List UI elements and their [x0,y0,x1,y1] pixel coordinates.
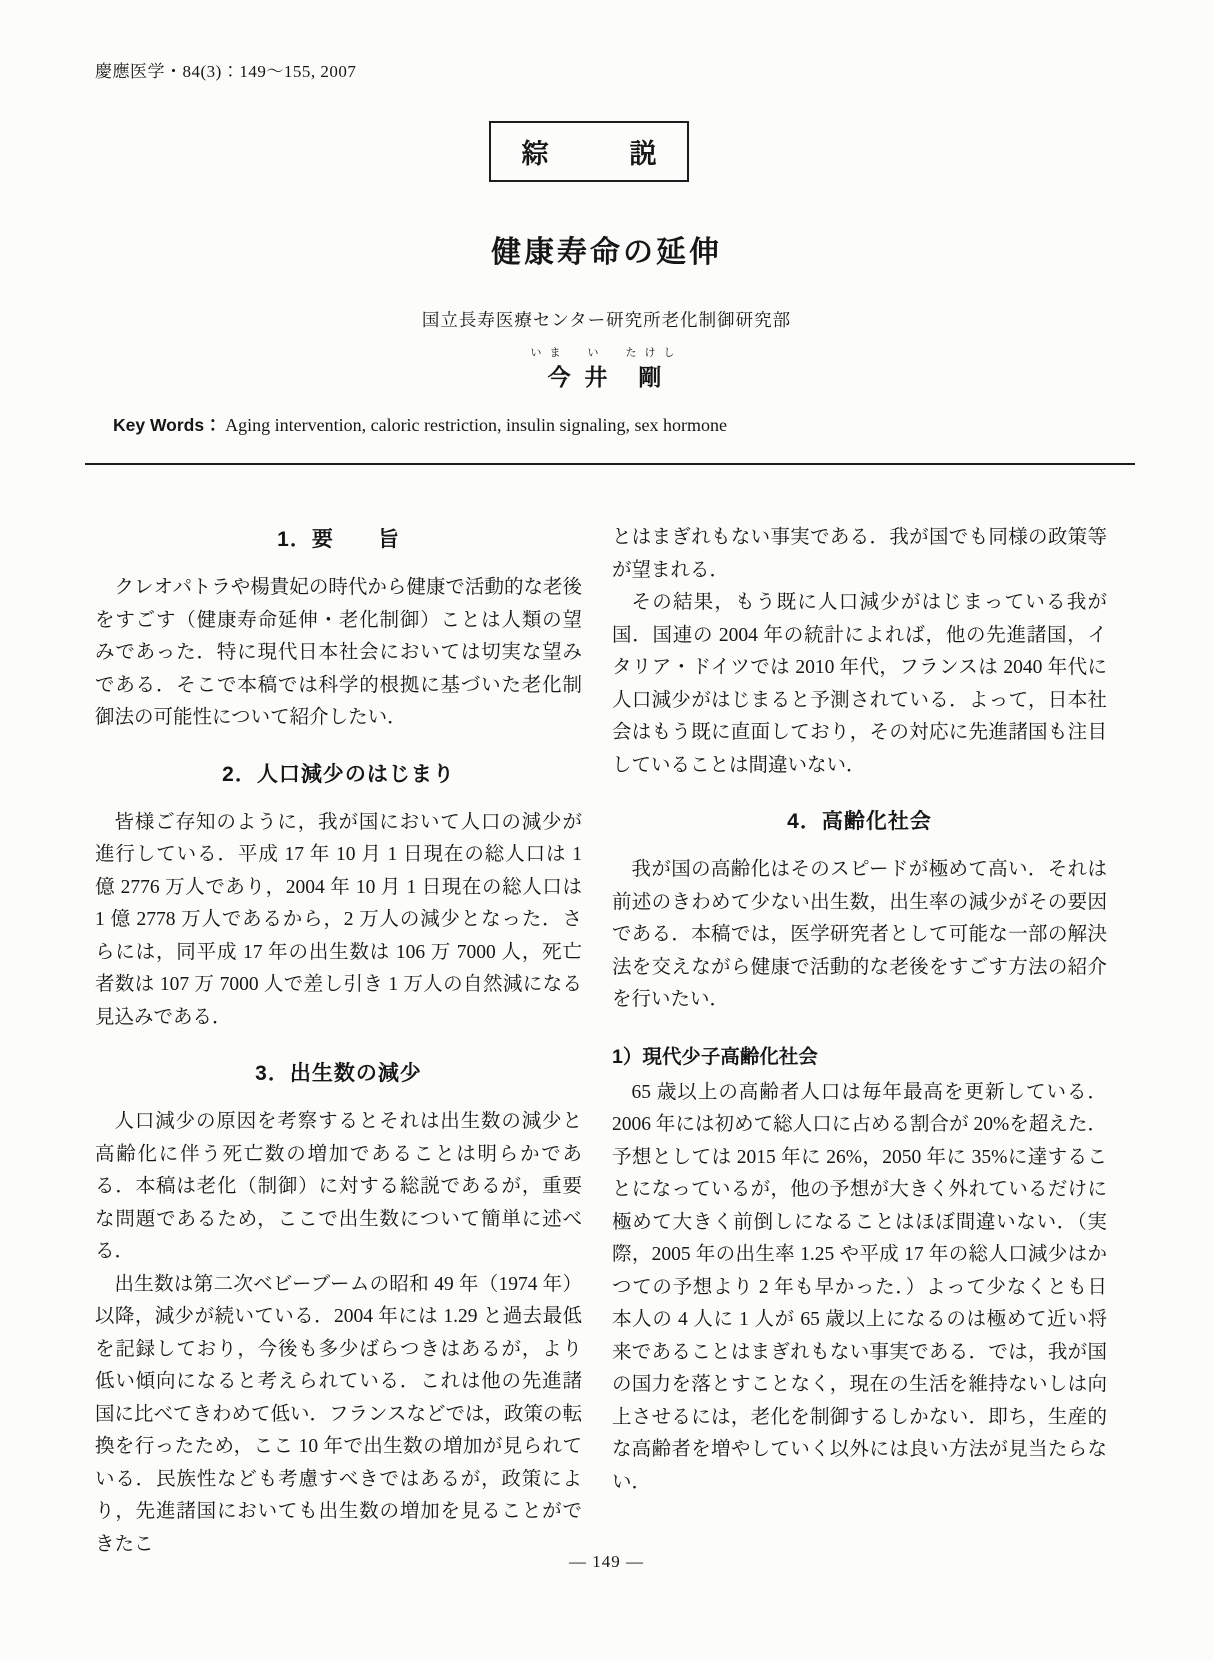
body-paragraph: 我が国の高齢化はそのスピードが極めて高い．それは前述のきわめて少ない出生数，出生率の減少がその要因である．本稿では，医学研究者として可能な一部の解決法を交えながら健康で活動的な老後をすごす方法の紹介を行いたい． [612,859,1107,1010]
section-heading: 3．出生数の減少 [255,1062,422,1085]
journal-citation: 慶應医学・84(3)：149～155, 2007 [95,62,357,81]
body-paragraph: とはまぎれもない事実である．我が国でも同様の政策等が望まれる． [612,527,1107,581]
left-column [95,522,582,1561]
article-type-box [489,121,689,182]
subsection-heading: 1）現代少子高齢化社会 [612,1045,818,1068]
body-paragraph: 65 歳以上の高齢者人口は毎年最高を更新している．2006 年には初めて総人口に占める割合が 20%を超えた．予想としては 2015 年に 26%，2050 年に 35%に達することになっているが，他の予想が大きく外れているだけに極めて大きく前倒しになることはほぼ間違いない．（実際，2005 年の出生率 1.25 や平成 17 年の総人口減少はかつての予想より 2 年も早かった．）よって少なくとも日本人の 4 人に 1 人が 65 歳以上になるのは極めて近い将来であることはまぎれもない事実である．では，我が国の国力を落とすことなく，現在の生活を維持ないしは向上させるには，老化を制御するしかない．即ち，生産的な高齢者を増やしていく以外には良い方法が見当たらない． [612,1081,1107,1493]
keywords-divider-rule [85,463,1135,465]
section-heading: 1．要 旨 [277,528,400,551]
author-furigana: いま い たけし [530,347,683,359]
keywords-label: Key Words： [113,415,222,435]
keywords-line [113,412,727,437]
body-paragraph: その結果，もう既に人口減少がはじまっている我が国．国連の 2004 年の統計によれば，他の先進諸国，イタリア・ドイツでは 2010 年代，フランスは 2040 年代に人口減少がはじまると予測されている．よって，日本社会はもう既に直面しており，その対応に先進諸国も注目していることは間違いない． [612,592,1107,776]
keywords-terms: Aging intervention, caloric restriction, insulin signaling, sex hormone [225,415,728,435]
body-paragraph: クレオパトラや楊貴妃の時代から健康で活動的な老後をすごす（健康寿命延伸・老化制御）ことは人類の望みであった．特に現代日本社会においては切実な望みである．そこで本稿では科学的根拠に基づいた老化制御法の可能性について紹介したい． [95,577,582,728]
body-paragraph: 人口減少の原因を考察するとそれは出生数の減少と高齢化に伴う死亡数の増加であることは明らかである．本稿は老化（制御）に対する総説であるが，重要な問題であるため，ここで出生数について簡単に述べる． [95,1111,582,1262]
article-type-label: 綜 説 [521,139,657,169]
section-heading: 4．高齢化社会 [787,810,932,833]
paper-title: 健康寿命の延伸 [491,236,722,269]
body-paragraph: 出生数は第二次ベビーブームの昭和 49 年（1974 年）以降，減少が続いている．2004 年には 1.29 と過去最低を記録しており，今後も多少ばらつきはあるが，より低い傾向になると考えられている．これは他の先進諸国に比べてきわめて低い．フランスなどでは，政策の転換を行ったため，ここ 10 年で出生数の増加が見られている．民族性なども考慮すべきではあるが，政策により，先進諸国においても出生数の増加を見ることができたこ [95,1273,582,1555]
right-column [612,522,1107,1499]
author-name: 今 井 剛 [547,365,666,390]
section-heading: 2．人口減少のはじまり [222,762,455,786]
body-paragraph: 皆様ご存知のように，我が国において人口の減少が進行している．平成 17 年 10 月 1 日現在の総人口は 1 億 2776 万人であり，2004 年 10 月 1 日現在の総人口は 1 億 2778 万人であるから，2 万人の減少となった．さらには，同平成 17 年の出生数は 106 万 7000 人，死亡者数は 107 万 7000 人で差し引き 1 万人の自然減になる見込みである． [95,811,582,1028]
page-number: — 149 — [569,1552,644,1571]
affiliation: 国立長寿医療センター研究所老化制御研究部 [421,310,792,330]
